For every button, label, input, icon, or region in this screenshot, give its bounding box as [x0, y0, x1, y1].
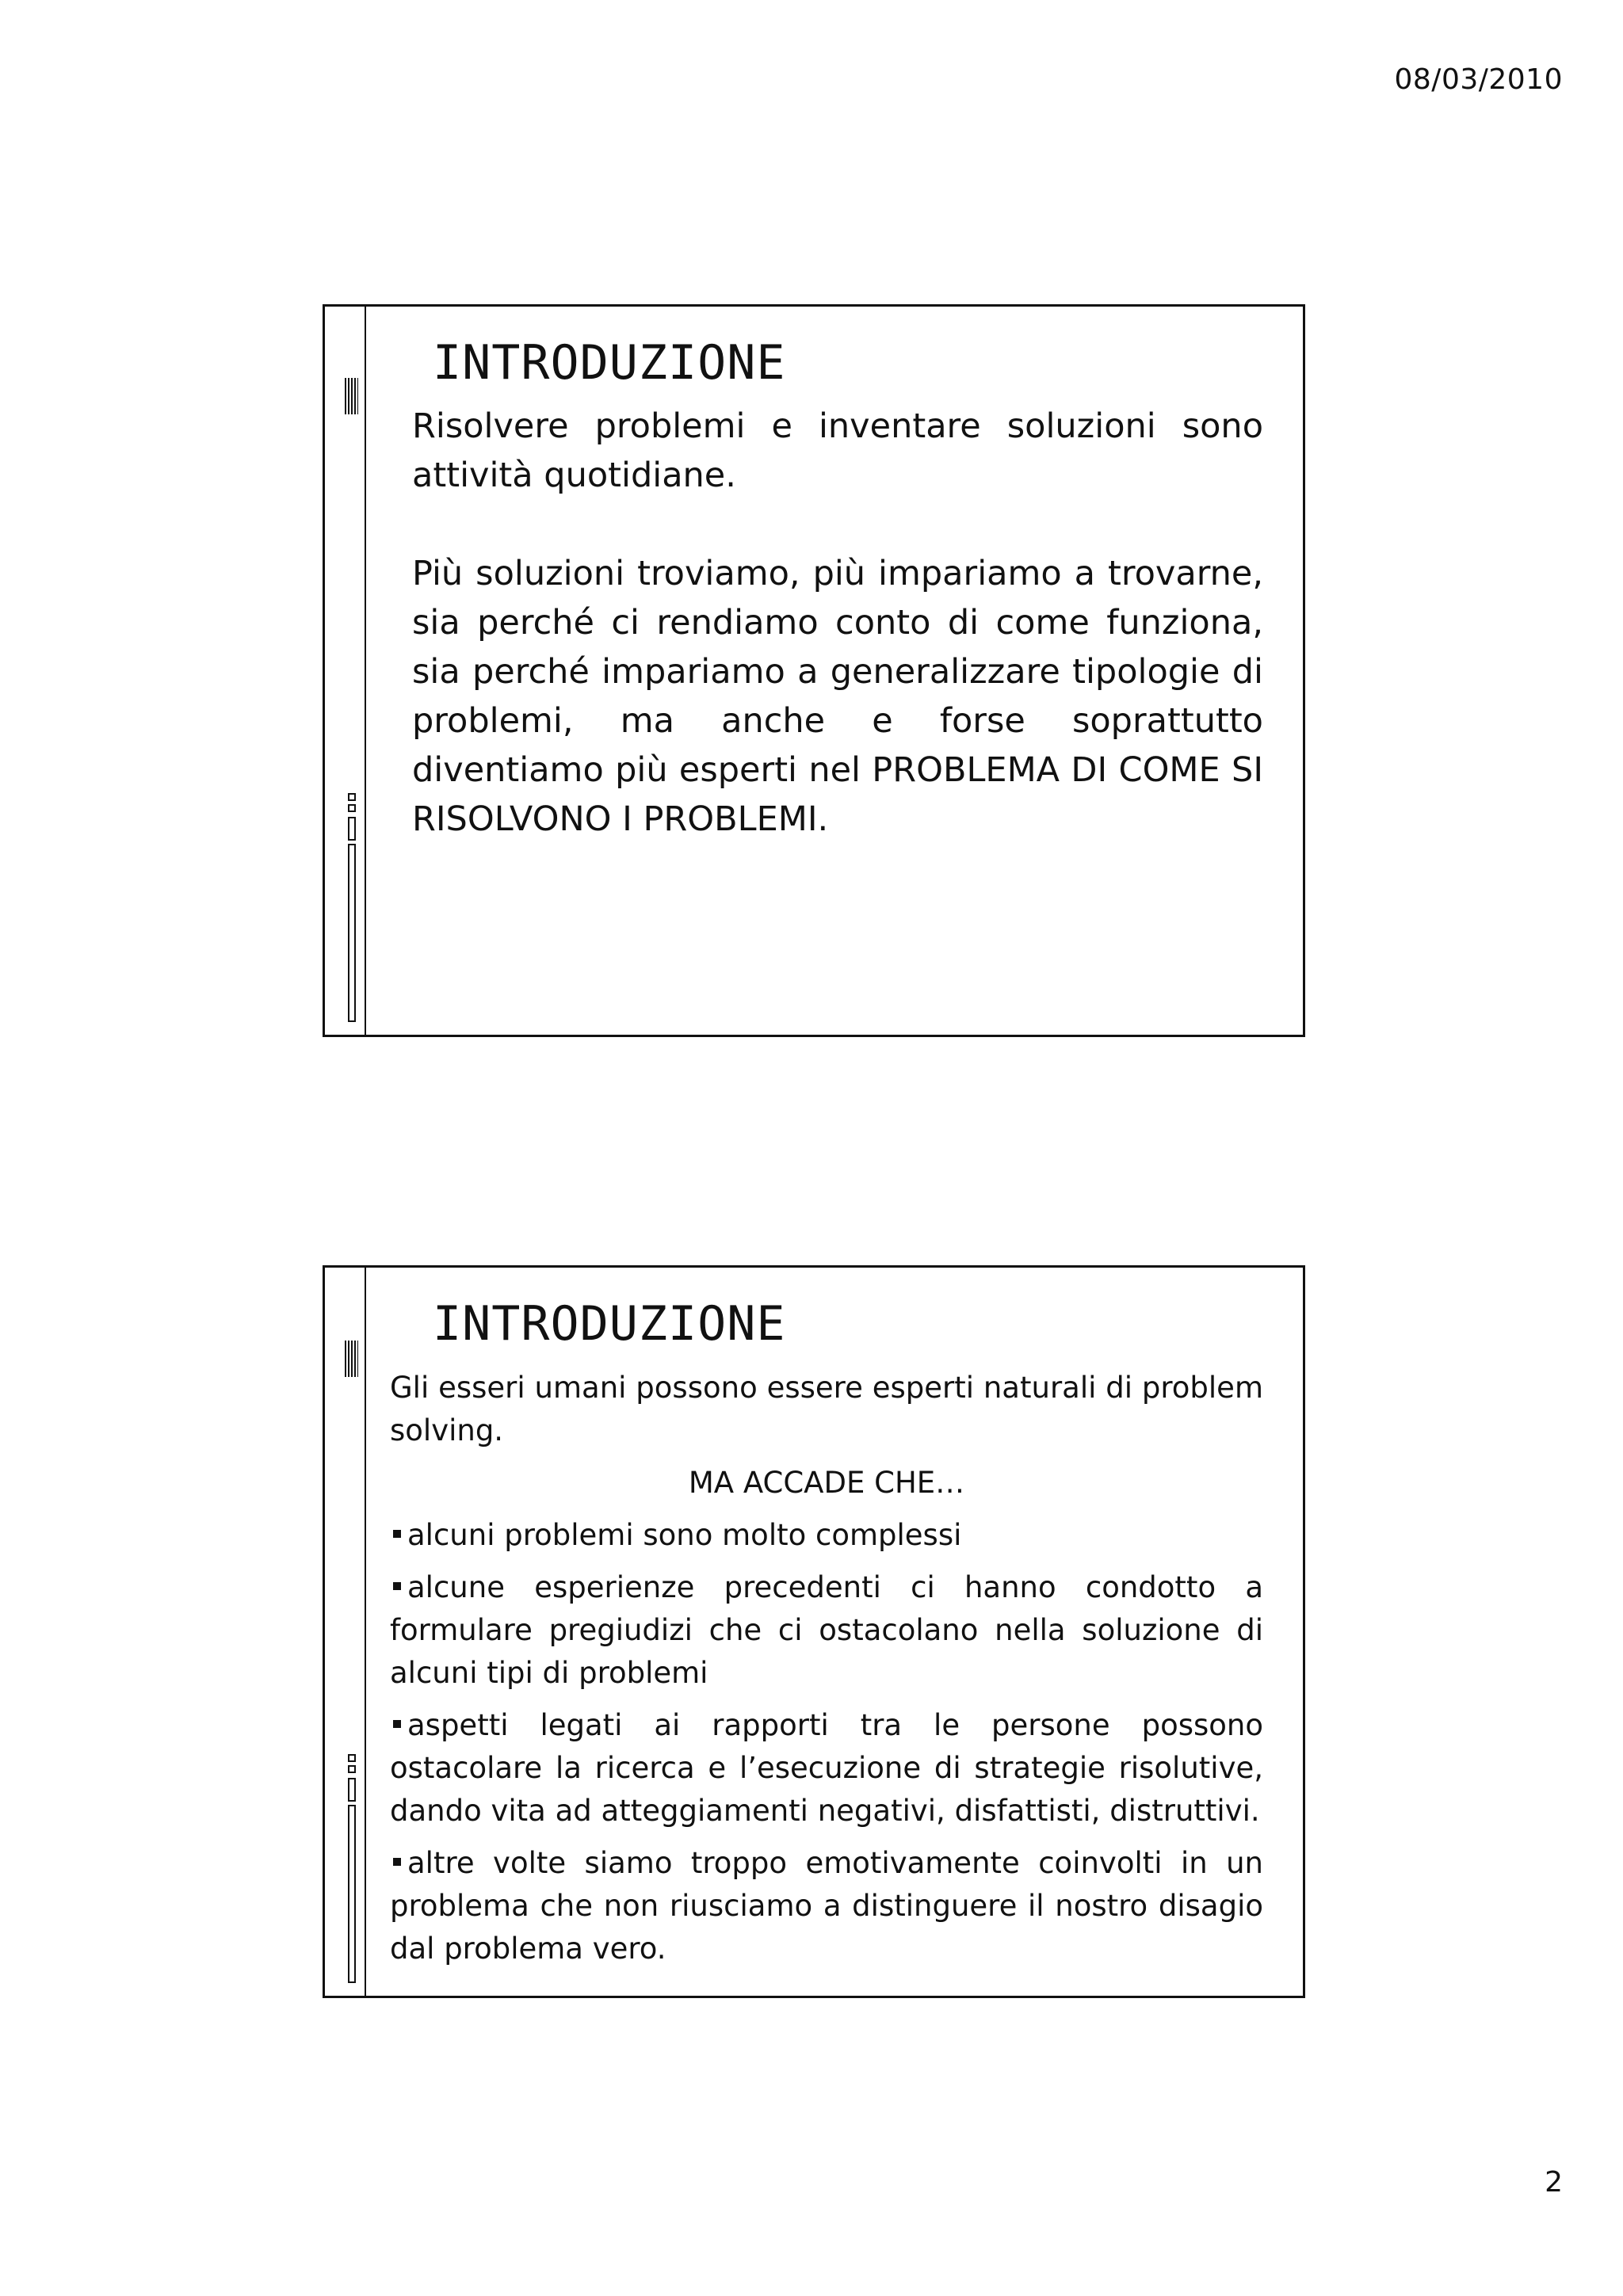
bullet-text: alcuni problemi sono molto complessi — [407, 1518, 962, 1552]
centered-heading: MA ACCADE CHE… — [688, 1466, 965, 1500]
slide-1 — [323, 304, 1305, 1037]
decoration-bar — [348, 844, 356, 1022]
decoration-square — [348, 793, 356, 801]
paragraph: Più soluzioni troviamo, più impariamo a trovarne, sia perché ci rendiamo conto di come funziona, sia perché impariamo a generalizzare tipologie di problemi, ma anche e forse soprattutto diventiamo più esperti nel PROBLEMA DI COME SI RISOLVONO I PROBLEMI. — [412, 554, 1263, 839]
page-number: 2 — [1545, 2166, 1563, 2199]
decoration-square — [348, 1765, 356, 1773]
slide-decoration-strip — [325, 307, 366, 1035]
bullet-item — [390, 1704, 1263, 1833]
slide-title: INTRODUZIONE — [433, 335, 786, 391]
slide-body — [390, 1367, 1263, 1980]
paragraph: Risolvere problemi e inventare soluzioni sono attività quotidiane. — [412, 406, 1263, 495]
bullet-square-icon — [393, 1582, 401, 1590]
header-date: 08/03/2010 — [1394, 63, 1563, 96]
slide-2 — [323, 1265, 1305, 1998]
bullet-square-icon — [393, 1530, 401, 1538]
slide-body — [412, 402, 1263, 893]
decoration-bar — [348, 817, 356, 841]
decoration-bar — [348, 1778, 356, 1802]
slide-decoration-strip — [325, 1268, 366, 1996]
decoration-bar — [348, 1805, 356, 1983]
bullet-text: alcune esperienze precedenti ci hanno condotto a formulare pregiudizi che ci ostacolano nella soluzione di alcuni tipi di problemi — [390, 1570, 1263, 1690]
bullet-text: altre volte siamo troppo emotivamente coinvolti in un problema che non riusciamo a distinguere il nostro disagio dal problema vero. — [390, 1846, 1263, 1966]
decoration-square — [348, 804, 356, 812]
decoration-ticks — [345, 378, 358, 414]
bullet-square-icon — [393, 1858, 401, 1866]
bullet-square-icon — [393, 1720, 401, 1728]
decoration-square — [348, 1754, 356, 1762]
bullet-item — [390, 1842, 1263, 1970]
bullet-item — [390, 1514, 1263, 1557]
bullet-item — [390, 1566, 1263, 1695]
bullet-text: aspetti legati ai rapporti tra le persone possono ostacolare la ricerca e l’esecuzione di strategie risolutive, dando vita ad atteggiamenti negativi, disfattisti, distruttivi. — [390, 1708, 1263, 1828]
slide-title: INTRODUZIONE — [433, 1296, 786, 1352]
decoration-ticks — [345, 1341, 358, 1377]
intro-paragraph: Gli esseri umani possono essere esperti naturali di problem solving. — [390, 1371, 1263, 1447]
